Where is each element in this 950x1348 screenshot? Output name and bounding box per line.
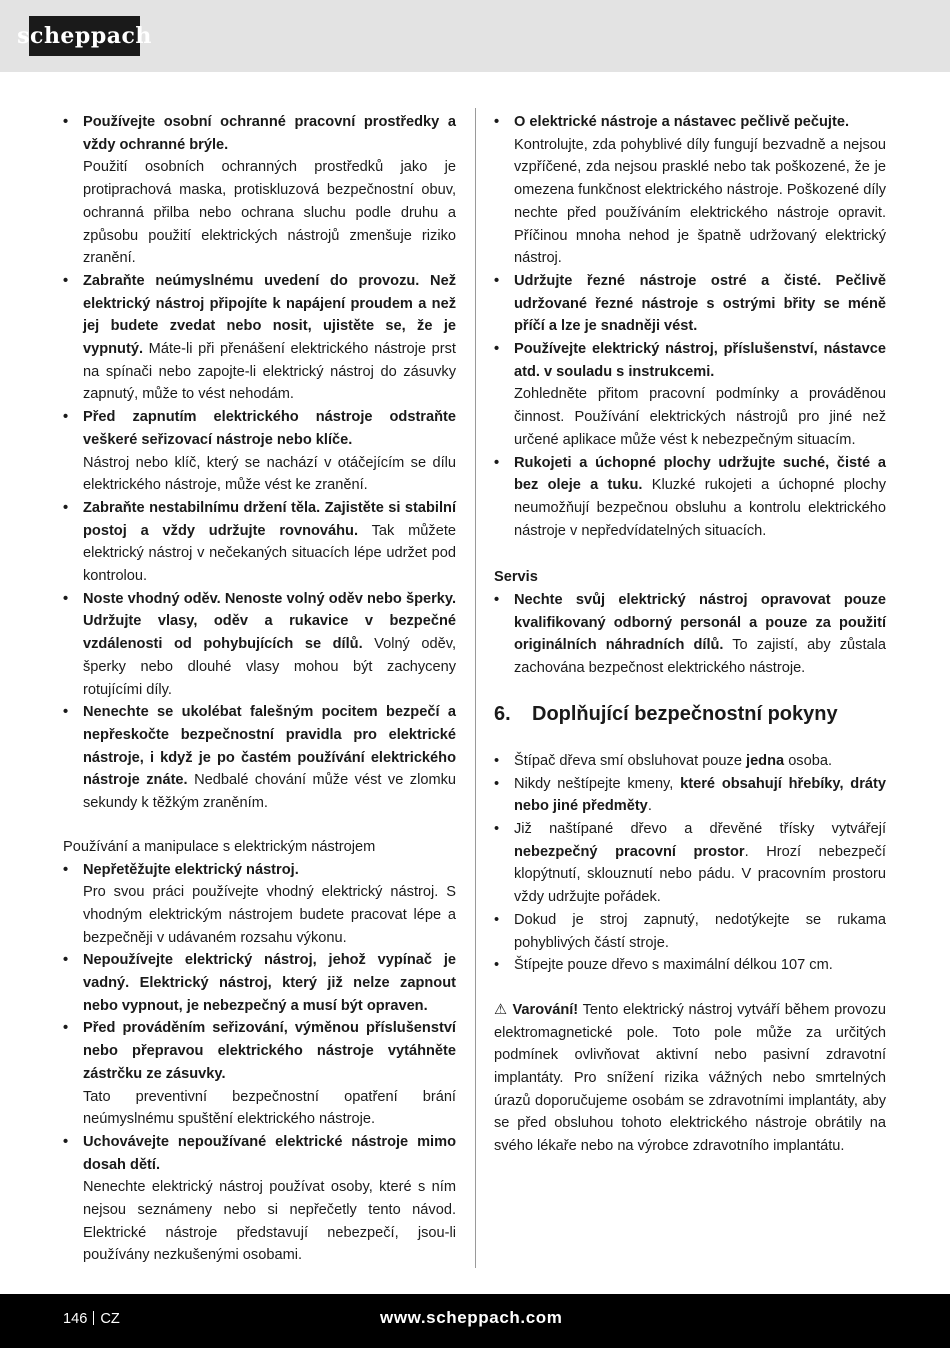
list-item	[63, 859, 456, 950]
bullet: •	[63, 861, 69, 878]
page-number: 146	[63, 1311, 88, 1327]
text-emphasis: nebezpečný pracovní prostor	[514, 843, 745, 860]
warning-label: Varování!	[512, 1001, 579, 1018]
instruction-text: Máte-li při přenášení elektrického nástroje prst na spínači nebo zapojte-li elektrický nástroj do zásuvky zapnutý, může to vést nehodám.	[83, 341, 456, 403]
instruction-bold: Nechte svůj elektrický nástroj opravovat pouze kvalifikovaný odborný personál a pouze za použití originálních náhradních dílů.	[514, 592, 886, 654]
instruction-bold: Nepoužívejte elektrický nástroj, jehož vypínač je vadný. Elektrický nástroj, který již nelze zapnout nebo vypnout, je nebezpečný a musí být opraven.	[83, 952, 456, 1014]
bullet: •	[494, 592, 500, 609]
bullet: •	[494, 820, 500, 837]
instruction-text: To zajistí, aby zůstala zachována bezpečnost elektrického nástroje.	[514, 637, 886, 677]
chapter-title: Doplňující bezpečnostní pokyny	[532, 702, 838, 725]
bullet: •	[63, 704, 69, 721]
list-item	[494, 111, 886, 270]
left-column	[63, 111, 456, 1267]
list-item	[494, 773, 886, 818]
text-emphasis: které obsahují hřebíky, dráty nebo jiné předměty	[514, 775, 886, 815]
bullet: •	[494, 752, 500, 769]
right-column	[494, 111, 886, 1158]
instruction-text: Pro svou práci používejte vhodný elektrický nástroj. S vhodným elektrickým nástrojem budete pracovat lépe a bezpečněji v udávaném rozsahu výkonu.	[83, 884, 456, 946]
warning-text: Tento elektrický nástroj vytváří během provozu elektromagnetické pole. Toto pole může za určitých podmínek ovlivňovat aktivní nebo pasivní zdravotní implantáty. Pro snížení rizika vážných nebo smrtelných úrazů doporučujeme osobám se zdravotními implantáty, aby se před obsluhou tohoto elektrického nástroje obrátily na svého lékaře nebo na výrobce zdravotního implantátu.	[494, 1001, 886, 1155]
list-item	[63, 1131, 456, 1267]
instruction-bold: Udržujte řezné nástroje ostré a čisté. Pečlivě udržované řezné nástroje s ostrými břity se méně příčí a lze je snadněji vést.	[514, 272, 886, 335]
list-item	[63, 111, 456, 270]
page-info	[63, 1311, 120, 1327]
text-part: Štípač dřeva smí obsluhovat pouze	[514, 752, 747, 769]
instruction-text: Nedbalé chování může vést ve zlomku sekundy k těžkým zraněním.	[83, 772, 457, 812]
scheppach-logo	[17, 16, 152, 56]
bullet: •	[63, 1020, 69, 1037]
instruction-bold: Před prováděním seřizování, výměnou příslušenství nebo přepravou elektrického nástroje vytáhněte zástrčku ze zásuvky.	[83, 1020, 456, 1082]
instruction-bold: Používejte elektrický nástroj, příslušenství, nástavce atd. v souladu s instrukcemi.	[514, 341, 886, 380]
text-part: Štípejte pouze dřevo s maximální délkou 107 cm.	[514, 957, 833, 974]
bullet: •	[63, 114, 69, 130]
text-emphasis: jedna	[746, 752, 785, 769]
column-divider	[475, 108, 476, 1268]
text-part: osoba.	[784, 752, 833, 769]
text-part: Nikdy neštípejte kmeny,	[514, 775, 681, 792]
instruction-text: Zohledněte přitom pracovní podmínky a prováděnou činnost. Používání elektrických nástrojů pro jiné než určené aplikace může vést k nebezpečným situacím.	[514, 386, 886, 448]
instruction-bold: Uchovávejte nepoužívané elektrické nástroje mimo dosah dětí.	[83, 1133, 456, 1173]
instruction-bold: Nepřetěžujte elektrický nástroj.	[83, 861, 299, 878]
instruction-bold: O elektrické nástroje a nástavec pečlivě pečujte.	[514, 114, 850, 130]
instruction-text: Volný oděv, šperky nebo dlouhé vlasy mohou být zachyceny rotujícími díly.	[83, 636, 456, 698]
bullet: •	[494, 957, 500, 974]
instruction-bold: Zabraňte neúmyslnému uvedení do provozu. Než elektrický nástroj připojíte k napájení proudem a než jej budete zvedat nebo nosit, ujistěte se, že je vypnutý.	[83, 272, 456, 358]
bullet: •	[63, 409, 69, 426]
bullet: •	[494, 341, 500, 358]
list-item	[494, 818, 886, 909]
list-item	[63, 406, 456, 497]
list-item	[494, 954, 886, 977]
list-item	[494, 338, 886, 452]
separator	[93, 1311, 94, 1325]
instruction-text: Nástroj nebo klíč, který se nachází v otáčejícím se dílu elektrického nástroje, může vést ke zranění.	[83, 454, 456, 494]
list-item	[494, 589, 886, 680]
instruction-text: Tato preventivní bezpečnostní opatření brání neúmyslnému spuštění elektrického nástroje.	[83, 1088, 456, 1128]
instruction-text: Nenechte elektrický nástroj používat osoby, které s ním nejsou seznámeny nebo si nepřečetly tento návod. Elektrické nástroje představují nebezpečí, jsou-li používány nezkušenými osobami.	[83, 1179, 456, 1264]
instruction-bold: Rukojeti a úchopné plochy udržujte suché, čisté a bez oleje a tuku.	[514, 454, 886, 494]
list-item	[494, 750, 886, 773]
warning-paragraph	[494, 999, 886, 1158]
servis-heading: Servis	[494, 569, 538, 586]
language-code: CZ	[100, 1311, 120, 1327]
bullet: •	[63, 272, 69, 289]
text-part: Již naštípané dřevo a dřevěné třísky vytvářejí	[514, 820, 886, 837]
list-item	[63, 949, 456, 1017]
chapter-number: 6.	[494, 702, 511, 725]
section-heading: Používání a manipulace s elektrickým nástrojem	[63, 838, 376, 855]
bullet: •	[494, 454, 500, 471]
instruction-text: Tak můžete elektrický nástroj v nečekaných situacích lépe udržet pod kontrolou.	[83, 522, 456, 585]
list-item	[494, 270, 886, 338]
bullet: •	[494, 114, 500, 130]
warning-triangle-icon: ⚠	[494, 1001, 508, 1018]
bullet: •	[494, 775, 500, 792]
text-part: . Hrozí nebezpečí klopýtnutí, sklouznutí nebo pádu. V pracovním prostoru vždy udržujte pořádek.	[514, 843, 886, 906]
instruction-text: Kluzké rukojeti a úchopné plochy neumožňují bezpečnou obsluhu a kontrolu elektrického nástroje v nepředvídatelných situacích.	[514, 477, 886, 539]
instruction-bold: Používejte osobní ochranné pracovní prostředky a vždy ochranné brýle.	[83, 114, 456, 153]
instruction-bold: Před zapnutím elektrického nástroje odstraňte veškeré seřizovací nástroje nebo klíče.	[83, 409, 456, 448]
bullet: •	[63, 590, 69, 607]
list-item	[63, 497, 456, 588]
bullet: •	[494, 272, 500, 289]
list-item	[63, 701, 456, 815]
list-item	[63, 588, 456, 702]
chapter-heading	[494, 700, 886, 728]
website-url: www.scheppach.com	[380, 1308, 563, 1327]
list-item	[494, 909, 886, 954]
instruction-bold: Nenechte se ukolébat falešným pocitem bezpečí a nepřeskočte bezpečnostní pravidla pro elektrické nástroje, i když je po častém používání elektrického nástroje znáte.	[83, 704, 456, 789]
instruction-text: Kontrolujte, zda pohyblivé díly fungují bezvadně a nejsou vzpříčené, zda nejsou prasklé nebo tak poškozené, že je omezena funkčnost elektrického nástroje. Poškozené díly nechte před používáním elektrického nástroje opravit. Příčinou mnoha nehod je špatně udržovaný elektrický nástroj.	[514, 136, 886, 267]
logo-text: scheppach	[17, 23, 152, 49]
bullet: •	[63, 499, 69, 516]
footer-bar	[0, 1294, 950, 1348]
instruction-bold: Noste vhodný oděv. Nenoste volný oděv nebo šperky. Udržujte vlasy, oděv a rukavice v bezpečné vzdálenosti od pohybujících se dílů.	[83, 590, 456, 653]
text-part: Dokud je stroj zapnutý, nedotýkejte se rukama pohyblivých částí stroje.	[514, 911, 886, 951]
text-part: .	[647, 798, 652, 815]
bullet: •	[63, 1133, 69, 1150]
instruction-text: Použití osobních ochranných prostředků jako je protiprachová maska, protiskluzová bezpečnostní obuv, ochranná přilba nebo ochrana sluchu podle druhu a způsobu použití elektrických nástrojů zmenšuje riziko zranění.	[83, 159, 456, 267]
list-item	[494, 452, 886, 543]
list-item	[63, 1017, 456, 1131]
list-item	[63, 270, 456, 406]
bullet: •	[63, 952, 69, 969]
bullet: •	[494, 911, 500, 928]
instruction-bold: Zabraňte nestabilnímu držení těla. Zajistěte si stabilní postoj a vždy udržujte rovnováhu.	[83, 499, 456, 539]
